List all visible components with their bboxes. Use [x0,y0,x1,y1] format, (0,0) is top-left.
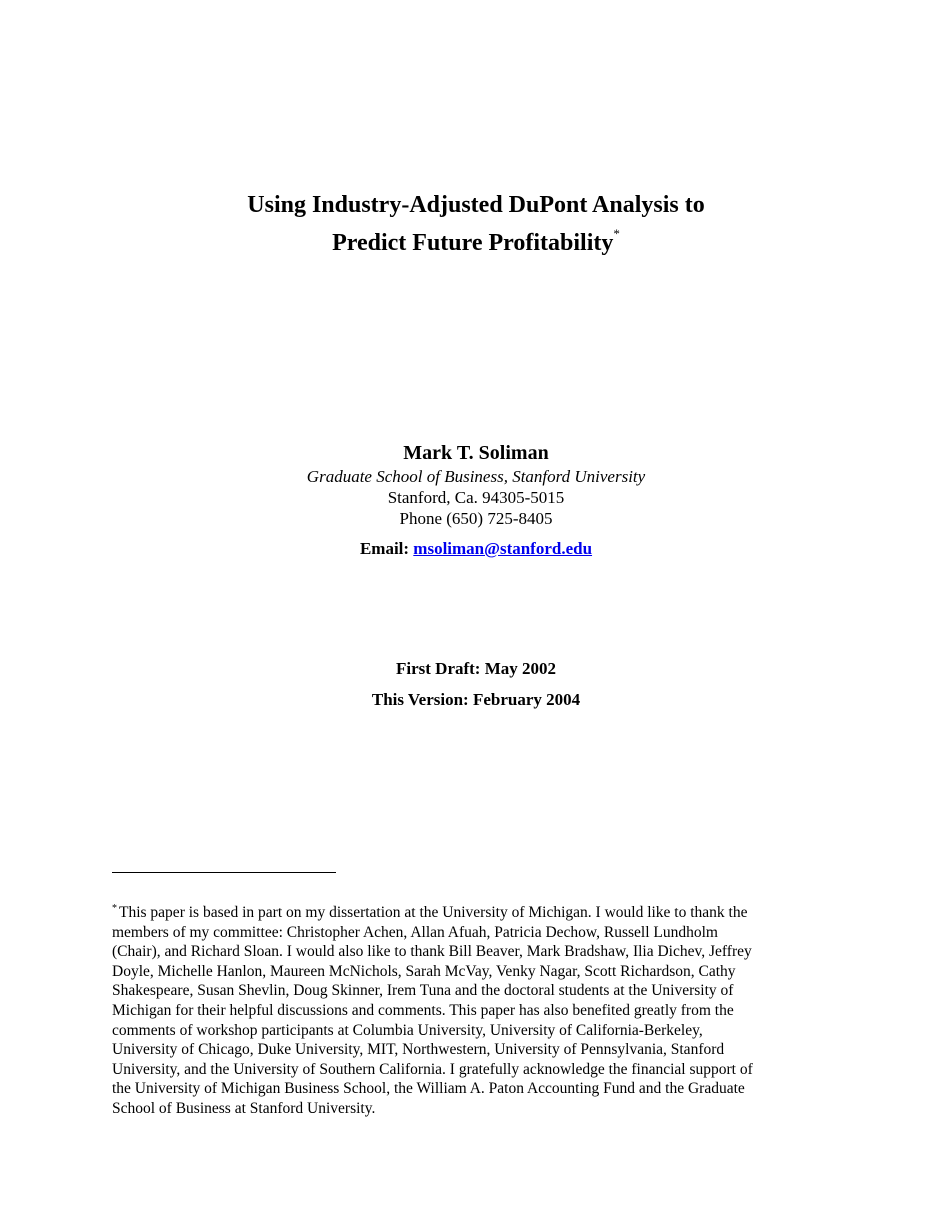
author-email [0,538,952,559]
footnote-marker: * [112,903,117,914]
draft-dates [0,653,952,715]
paper-title-line-2-text: Predict Future Profitability [332,230,614,256]
email-link[interactable]: msoliman@stanford.edu [413,539,593,558]
footnote-line: comments of workshop participants at Columbia University, University of California-Berkeley, [112,1021,703,1039]
email-label: Email: [359,539,410,558]
paper-title [0,186,952,262]
footnote-separator [112,872,336,873]
footnote-line: Doyle, Michelle Hanlon, Maureen McNichols, Sarah McVay, Venky Nagar, Scott Richardson, Cathy [112,962,736,980]
footnote [112,903,828,1119]
this-version-date: This Version: February 2004 [371,690,581,709]
author-name: Mark T. Soliman [403,442,549,464]
first-draft-date: First Draft: May 2002 [395,659,557,678]
footnote-line: School of Business at Stanford University. [112,1099,376,1117]
title-footnote-marker[interactable]: * [613,226,620,241]
author-phone: Phone (650) 725-8405 [399,509,553,528]
footnote-line: University of Chicago, Duke University, MIT, Northwestern, University of Pennsylvania, Stanford [112,1041,725,1059]
footnote-line: members of my committee: Christopher Achen, Allan Afuah, Patricia Dechow, Russell Lundholm [112,923,718,941]
author-address: Stanford, Ca. 94305-5015 [387,488,565,507]
paper-title-line-1: Using Industry-Adjusted DuPont Analysis to [247,192,705,218]
footnote-line: the University of Michigan Business School, the William A. Paton Accounting Fund and the Graduate [112,1080,745,1098]
author-block [0,440,952,559]
footnote-line-text: This paper is based in part on my dissertation at the University of Michigan. I would like to thank the [119,904,748,921]
footnote-line [112,903,828,923]
author-affiliation: Graduate School of Business, Stanford University [306,467,646,486]
footnote-line: Shakespeare, Susan Shevlin, Doug Skinner, Irem Tuna and the doctoral students at the University of [112,982,734,1000]
paper-title-line-2 [0,224,952,262]
footnote-line: (Chair), and Richard Sloan. I would also like to thank Bill Beaver, Mark Bradshaw, Ilia Dichev, Jeffrey [112,943,752,961]
footnote-line: University, and the University of Southern California. I gratefully acknowledge the financial support of [112,1060,753,1078]
footnote-line: Michigan for their helpful discussions and comments. This paper has also benefited greatly from the [112,1001,734,1019]
